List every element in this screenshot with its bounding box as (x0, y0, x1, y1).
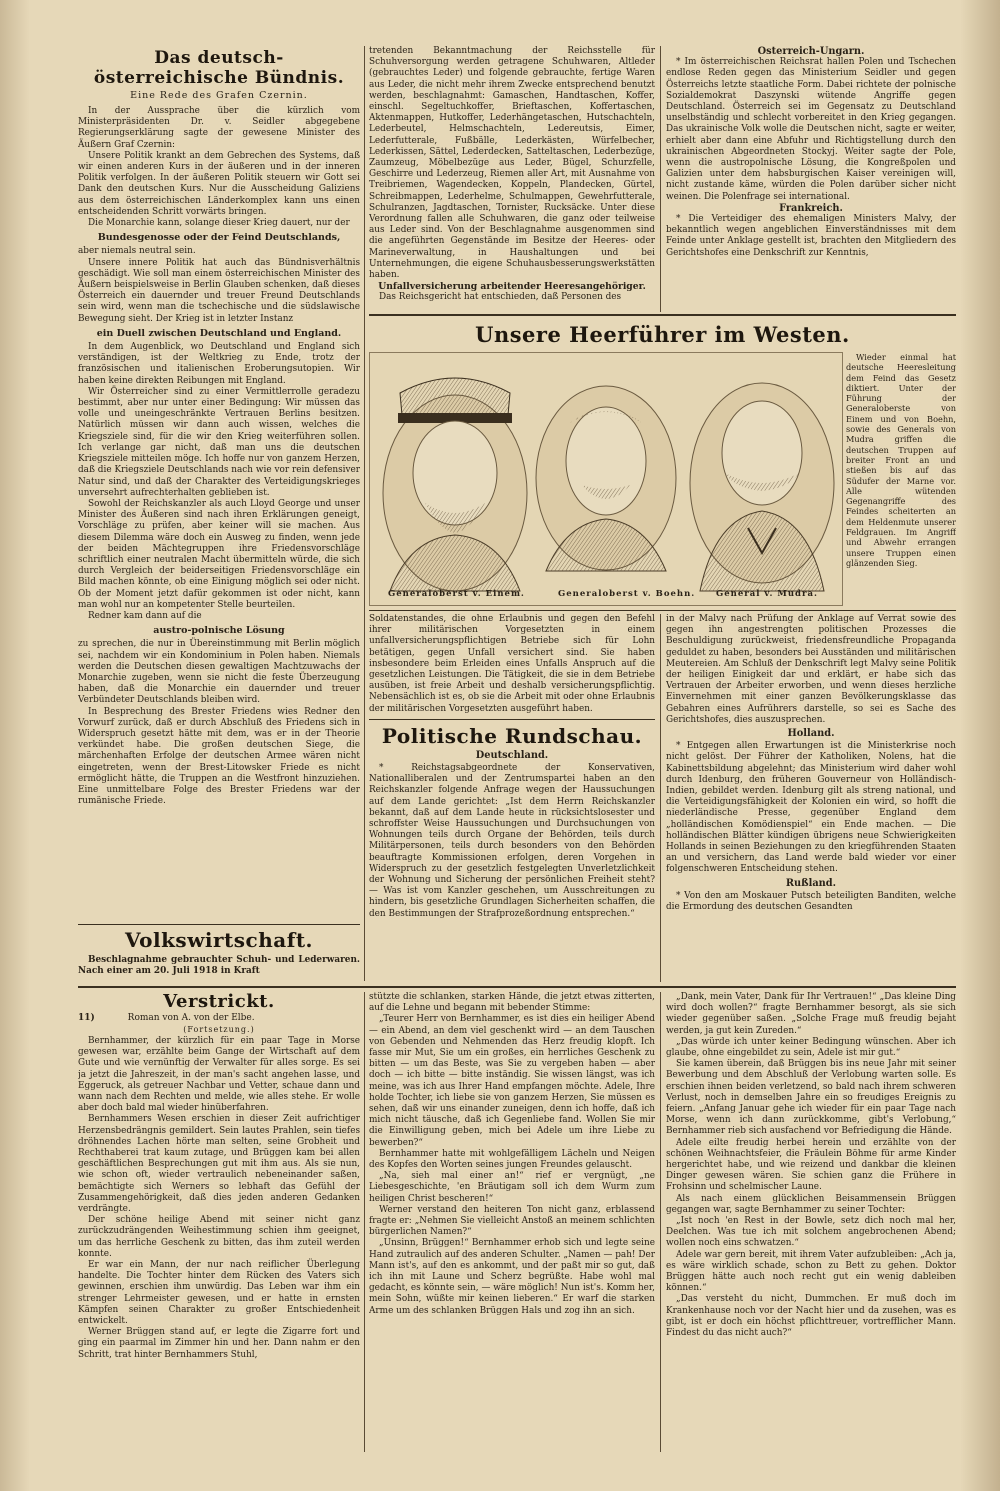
feuilleton-rule (78, 986, 956, 988)
caption-boehn: Generaloberst v. Boehn. (558, 589, 696, 599)
paragraph: Wir Österreicher sind zu einer Vermittlerrolle geradezu bestimmt, aber nur unter einer Bedingung: Wir müssen das volle und uneingeschränkte Vertrauen Berlins besitzen. Natürlich müssen wir dann auch wissen, welches die Kriegsziele sind, für die wir den Krieg weiterführen sollen. Ich verlange gar nicht, daß man uns die deutschen Kriegsziele mitteilen möge. Ich hoffe nur von ganzem Herzen, daß die Kriegsziele Deutschlands nach wie vor rein defensiver Natur sind, und daß der Charakter des Verteidigungskrieges unversehrt aufrechterhalten geblieben ist. (78, 386, 360, 498)
article-unfall-cont (369, 614, 655, 982)
section-title: Volkswirtschaft. (124, 928, 314, 952)
paragraph: In dem Augenblick, wo Deutschland und England sich verständigen, ist der Weltkrieg zu Ende, trotz der französischen und italienischen Eroberungsutopien. Wir haben keine direkten Reibungen mit England. (78, 342, 360, 386)
paragraph: tretenden Bekanntmachung der Reichsstelle für Schuhversorgung werden getragene Schuhwaren, Altleder (gebrauchtes Leder) und folgende gebrauchte, fertige Waren aus Leder, die nicht mehr ihrem Zwecke entsprechend benutzt werden, beschlagnahmt: Gamaschen, Handtaschen, Koffer, einschl. Segeltuchkoffer, Brieftaschen, Koffertaschen, Aktenmappen, Hutkoffer, Lederhängetaschen, Hutschachteln, Lederbeutel, Helmschachteln, Ledereutsis, Eimer, Lederfutterale, Fußbälle, Lederkästen, Würfelbecher, Lederkissen, Sättel, Lederdecken, Satteltaschen, Lederbezüge, Zaumzeug, Möbelbezüge aus Leder, Bügel, Schurzfelle, Geschirre und Lederzeug, Riemen aller Art, mit Ausnahme von Treibriemen, Wagendecken, Koppeln, Plandecken, Gürtel, Schreibmappen, Lederhelme, Schulmappen, Gewehrfutterale, Schulranzen, Jagdtaschen, Tornister, Rucksäcke. Unter diese Verordnung fallen alle Schuhwaren, die ganz oder teilweise aus Leder sind. Von der Beschlagnahme ausgenommen sind die angeführten Gegenstände im Besitze der Heeres- oder Marineverwaltung, in Haushaltungen und bei Unternehmungen, die eigene Schuhausbesserungswerkstätten haben. (369, 46, 655, 281)
paragraph: Beschlagnahme gebrauchter Schuh- und Lederwaren. Nach einer am 20. Juli 1918 in Kraft (78, 955, 360, 977)
rule (369, 719, 655, 720)
subheading: Rußland. (785, 877, 837, 889)
subheading: Bundesgenosse oder der Feind Deutschlands, (97, 232, 341, 244)
column-rule (78, 924, 360, 925)
paragraph: In der Aussprache über die kürzlich vom Ministerpräsidenten Dr. v. Seidler abgegebene Regierungserklärung sagte der gewesene Minister des Äußern Graf Czernin: (78, 106, 360, 150)
paragraph: Das Reichsgericht hat entschieden, daß Personen des (379, 292, 622, 303)
paragraph: in der Malvy nach Prüfung der Anklage auf Verrat sowie des gegen ihn angestrengten politischen Prozesses die Beschuldigung zurückweist, friedensfreundliche Propaganda geduldet zu haben, besonders bei Ausständen und militärischen Meutereien. Am Schluß der Denkschrift legt Malvy seine Politik der heiligen Einigkeit dar und erklärt, er habe sich das Vertrauen der Arbeiter erworben, und wenn dieses herzliche Einvernehmen mit einer ganzen Bevölkerungsklasse das Gebahren eines Aufrührers darstelle, so sei es Sache des Gerichtshofes, dies auszusprechen. (666, 614, 956, 725)
paragraph: Unsere Politik krankt an dem Gebrechen des Systems, daß wir einen anderen Kurs in der äußeren und in der inneren Politik verfolgen. In der äußeren Politik steuern wir Gott sei Dank den deutschen Kurs. Nur die Ausscheidung Galiziens aus dem österreichischen Länderkomplex kann uns einen entscheidenden Schritt vorwärts bringen. (78, 150, 360, 217)
paragraph: Adele eilte freudig herbei herein und erzählte von der schönen Weihnachtsfeier, die Fräulein Böhme für arme Kinder hergerichtet habe, und wie reizend und dankbar die kleinen Dinger gewesen wären. Sie schien ganz die Frühere in Frohsinn und schelmischer Laune. (666, 1137, 956, 1193)
article-oesterreich (666, 46, 956, 308)
portrait-illustration (370, 353, 842, 605)
paragraph: Sowohl der Reichskanzler als auch Lloyd George und unser Minister des Äußeren sind nach ihren Erklärungen geneigt, Vorschläge zu prüfen, aber keiner will sie machen. Aus diesem Dilemma wäre doch ein Ausweg zu finden, wenn jede der beiden Mächtegruppen ihre Friedensvorschläge schriftlich einer neutralen Macht übermitteln würde, die sich durch Vergleich der beiderseitigen Friedensvorschläge ein Bild machen könnte, ob eine Einigung möglich sei oder nicht. Ob der Moment jetzt dafür gekommen ist oder nicht, kann man wohl nur an kompetenter Stelle beurteilen. (78, 498, 360, 610)
section-volkswirtschaft (78, 928, 360, 980)
portrait-boehn (536, 386, 676, 571)
caption-mudra: General v. Mudra. (716, 589, 818, 599)
paragraph: Er war ein Mann, der nur nach reiflicher Überlegung handelte. Die Tochter hinter dem Rücken des Vaters sich gewinnen, erschien ihm unwürdig. Das Leben war ihm ein strenger Lehrmeister gewesen, und er hatte in ernsten Kämpfen seinen Charakter zu großer Entschiedenheit entwickelt. (78, 1260, 360, 1327)
paragraph: „Ist noch 'en Rest in der Bowle, setz dich noch mal her, Deelchen. Was tue ich mit solchem angebrochenen Abend; wollen noch eins schwatzen.“ (666, 1216, 956, 1249)
paragraph: * Im österreichischen Reichsrat hallen Polen und Tschechen endlose Reden gegen das Ministerium Seidler und gegen Österreichs letzte staatliche Form. Dabei richtete der polnische Sozialdemokrat Daszynski wütende Angriffe gegen Deutschland. Österreich sei im Gegensatz zu Deutschland unselbständig und schlecht vorbereitet in den Krieg gegangen. Das ukrainische Volk wolle die Deutschen nicht, sagte er weiter, erhielt aber dann eine Abfuhr und Richtigstellung durch den ukrainischen Abgeordneten Stockyj. Weiter sagte der Pole, wenn die austropolnische Lösung, die Kongreßpolen und Galizien unter dem habsburgischen Kaiser vereinigen will, nicht zustande käme, würden die Polen darüber sicher nicht weinen. Die Polenfrage sei international. (666, 57, 956, 202)
subheading: Österreich-Ungarn. (757, 46, 865, 57)
section-rule (369, 314, 956, 316)
section-rule (369, 610, 956, 611)
subheading: austro-polnische Lösung (153, 625, 285, 637)
paragraph: Adele war gern bereit, mit ihrem Vater aufzubleiben: „Ach ja, es wäre wirklich schade, schon zu Bett zu gehen. Doktor Brüggen hätte auch noch recht gut ein wenig dableiben können.“ (666, 1249, 956, 1294)
paragraph: Die Monarchie kann, solange dieser Krieg dauert, nur der (88, 218, 350, 229)
pictures-side-text (846, 352, 956, 604)
novel-number: 11) (78, 1013, 95, 1023)
caption-einem: Generaloberst v. Einem. (388, 589, 525, 599)
paragraph: Als nach einem glücklichen Beisammensein Brüggen gegangen war, sagte Bernhammer zu seiner Tochter: (666, 1193, 956, 1215)
subheading: ein Duell zwischen Deutschland und England. (96, 327, 342, 339)
portrait-einem (383, 378, 527, 591)
paragraph: aber niemals neutral sein. (78, 246, 196, 257)
article-title: Das deutsch-österreichische Bündnis. (93, 48, 345, 88)
paragraph: * Von den am Moskauer Putsch beteiligten Banditen, welche die Ermordung des deutschen Gesandten (666, 890, 956, 913)
page-fold-shadow-left (0, 0, 30, 1491)
novel-column-3 (666, 992, 956, 1452)
novel-column-2 (369, 992, 655, 1452)
paragraph: Bernhammer hatte mit wohlgefälligem Lächeln und Neigen des Kopfes den Worten seines jungen Freundes gelauscht. (369, 1148, 655, 1171)
paragraph: „Na, sieh mal einer an!“ rief er vergnügt, „ne Liebesgeschichte, 'en Bräutigam soll ich dem Wurm zum heiligen Christ bescheren!“ (369, 1171, 655, 1204)
portrait-mudra (690, 383, 834, 591)
article-buendnis (78, 48, 360, 880)
article-beschlagnahme-cont (369, 46, 655, 308)
paragraph: Wieder einmal hat deutsche Heeresleitung dem Feind das Gesetz diktiert. Unter der Führung der Generaloberste von Einem und von Boehn, sowie des Generals von Mudra griffen die deutschen Truppen auf breiter Front an und stießen bis auf das Südufer der Marne vor. Alle wütenden Gegenangriffe des Feindes scheiterten an dem Heldenmute unserer Feldgrauen. Im Angriff und Abwehr errangen unsere Truppen einen glänzenden Sieg. (846, 352, 956, 568)
paragraph: Soldatenstandes, die ohne Erlaubnis und gegen den Befehl ihrer militärischen Vorgesetzten in einem unfallversicherungspflichtigen Betriebe sich für Lohn betätigen, gegen Unfall versichert sind. Sie haben insbesondere beim Erleiden eines Unfalls Anspruch auf die gesetzlichen Leistungen. Die Tätigkeit, die sie in dem Betriebe ausüben, ist freie Arbeit und deshalb versicherungspflichtig. Nebensächlich ist es, ob sie die Arbeit mit oder ohne Erlaubnis der militärischen Vorgesetzten ausgeführt haben. (369, 614, 655, 714)
paragraph: zu sprechen, die nur in Übereinstimmung mit Berlin möglich sei, nachdem wir ein Kondominium in Polen haben. Niemals werden die Deutschen diesen gewaltigen Machtzuwachs der Monarchie zugeben, wenn sie nicht die feste Überzeugung haben, daß die Monarchie ein dauernder und treuer Verbündeter Deutschlands bleiben wird. (78, 639, 360, 706)
article-politik-cont (666, 614, 956, 982)
paragraph: „Unsinn, Brüggen!“ Bernhammer erhob sich und legte seine Hand zutraulich auf des anderen Schulter. „Namen — pah! Der Mann ist's, auf den es ankommt, und der paßt mir so gut, daß ich ihn mit Laune und Scherz begrüßte. Habe wohl mal gedacht, es könnte sein, — wäre möglich! Nun ist's. Komm her, mein Sohn, wüßte mir keinen lieberen.“ Er warf die starken Arme um des schlanken Brüggen Hals und zog ihn an sich. (369, 1238, 655, 1316)
paragraph: In Besprechung des Brester Friedens wies Redner den Vorwurf zurück, daß er durch Abschluß des Friedens sich in Widerspruch gesetzt hätte mit dem, was er in der Theorie verkündet habe. Die großen deutschen Siege, die märchenhaften Erfolge der deutschen Armee wären nicht eingetreten, wenn der Brest-Litowsker Friede es nicht ermöglicht hätte, die Truppen an die Westfront hinzuziehen. Eine unmittelbare Folge des Brester Friedens war der rumänische Friede. (78, 706, 360, 807)
paragraph: Werner verstand den heiteren Ton nicht ganz, erblassend fragte er: „Nehmen Sie vielleicht Anstoß an meinem schlichten bürgerlichen Namen?“ (369, 1204, 655, 1238)
paragraph: Unsere innere Politik hat auch das Bündnisverhältnis geschädigt. Wie soll man einem österreichischen Minister des Äußern beispielsweise in Berlin Glauben schenken, daß dieses Österreich ein dauernder und treuer Freund Deutschlands sein wird, wenn man die tschechische und die südslawische Bewegung sieht. Der Krieg ist in letzter Instanz (78, 257, 360, 324)
column-divider (660, 614, 661, 982)
paragraph: * Entgegen allen Erwartungen ist die Ministerkrise noch nicht gelöst. Der Führer der Katholiken, Nolens, hat die Kabinettsbildung abgelehnt; das Ministerium wird daher wohl durch Idenburg, den früheren Gouverneur von Holländisch-Indien, gebildet werden. Idenburg gilt als streng national, und die Verteidigungsfähigkeit der Kolonien ein wird, so hofft die niederländische Presse, gegenüber England dem „holländischen Komödienspiel“ ein Ende machen. — Die holländischen Blätter kündigen übrigens neue Schwierigkeiten Hollands in seinen Beziehungen zu den kriegführenden Staaten an und versichern, das Land werde bald wieder vor einer folgenschweren Entscheidung stehen. (666, 741, 956, 875)
pictures-title: Unsere Heerführer im Westen. (475, 322, 850, 347)
page-edge-shadow (960, 0, 1000, 1491)
novel-byline: Roman von A. von der Elbe. (127, 1013, 255, 1023)
novel-title: Verstrickt. (163, 992, 275, 1012)
section-title: Politische Rundschau. (381, 723, 643, 748)
paragraph: Bernhammers Wesen erschien in dieser Zeit aufrichtiger Herzensbedrängnis gemildert. Sein lautes Prahlen, sein tiefes dröhnendes Lachen hörte man selten, seine Grobheit und Rechthaberei trat kaum zutage, und Brüggen kam bei allen geschäftlichen Besprechungen gut mit ihm aus. Als sie nun, wie schon oft, wieder vertraulich nebeneinander saßen, bemächtigte sich Werners so lebhaft das Gefühl der Zusammengehörigkeit, daß dies jeden anderen Gedanken verdrängte. (78, 1114, 360, 1215)
novel-continuation: (Fortsetzung.) (183, 1025, 255, 1034)
portrait-panel (369, 352, 843, 606)
paragraph: Redner kam dann auf die (88, 610, 202, 621)
paragraph: * Reichstagsabgeordnete der Konservativen, Nationalliberalen und der Zentrumspartei haben an den Reichskanzler folgende Anfrage wegen der Haussuchungen auf dem Lande gerichtet: „Ist dem Herrn Reichskanzler bekannt, daß auf dem Lande heute in rücksichtslosester und schroffster Weise Haussuchungen und Durchsuchungen von Wohnungen teils durch Organe der Behörden, teils durch Militärpersonen, teils durch besonders von den Behörden beauftragte Kommissionen erfolgen, deren Vorgehen in Widerspruch zu der gesetzlich festgelegten Unverletzlichkeit der Wohnung und Sicherung der persönlichen Freiheit steht? — Was ist vom Kanzler geschehen, um Ausschreitungen zu hindern, bis gesetzliche Grundlagen Sicherheiten schaffen, die den Bestimmungen der Strafprozeßordnung entsprechen.“ (369, 763, 655, 919)
subheading: Deutschland. (475, 749, 549, 761)
paragraph: Sie kamen überein, daß Brüggen bis ins neue Jahr mit seiner Bewerbung und dem Abschluß der Verlobung warten solle. Es erschien ihnen beiden verletzend, so bald nach ihrem schweren Verlust, noch in demselben Jahre ein so freudiges Ereignis zu feiern. „Anfang Januar gehe ich wieder für ein paar Tage nach Morse, wenn ich dann zurückkomme, gibt's Verlobung,“ Bernhammer rieb sich ausfachend vor Befriedigung die Hände. (666, 1059, 956, 1137)
novel-column-1 (78, 992, 360, 1452)
paragraph: „Das würde ich unter keiner Bedingung wünschen. Aber ich glaube, ohne eingebildet zu sein, Adele ist mir gut.“ (666, 1036, 956, 1059)
paragraph: Werner Brüggen stand auf, er legte die Zigarre fort und ging ein paarmal im Zimmer hin und her. Dann nahm er den Schritt, trat hinter Bernhammers Stuhl, (78, 1327, 360, 1360)
subheading: Unfallversicherung arbeitender Heeresangehöriger. (378, 281, 646, 293)
paragraph: stützte die schlanken, starken Hände, die jetzt etwas zitterten, auf die Lehne und begann mit bebender Stimme: (369, 992, 655, 1014)
paragraph: „Das versteht du nicht, Dummchen. Er muß doch im Krankenhause noch vor der Nacht hier und da zusehen, was es gibt, ist er doch ein höchst pflichttreuer, vortrefflicher Mann. Findest du das nicht auch?“ (666, 1294, 956, 1339)
subheading: Frankreich. (779, 202, 843, 214)
article-subtitle: Eine Rede des Grafen Czernin. (130, 90, 308, 101)
column-divider (660, 46, 661, 312)
paragraph: „Teurer Herr von Bernhammer, es ist dies ein heiliger Abend — ein Abend, an dem viel geschenkt wird — an dem Tauschen von Gebenden und Nehmenden das Herz freudig klopft. Ich fasse mir Mut, Sie um ein großes, ein herrliches Geschenk zu bitten — um das Beste, was Sie zu vergeben haben — aber doch — ich bitte — bitte inständig. Sie wissen längst, was ich meine, was ich aus Ihrer Hand empfangen möchte. Adele, Ihre holde Tochter, ich liebe sie von ganzem Herzen, Sie müssen es sehen, daß wir uns einander zuneigen, denn ich hoffe, daß ich mich nicht täusche, daß ich Gegenliebe fand. Wollen Sie mir die Einwilligung geben, mich bei Adele um ihre Liebe zu bewerben?“ (369, 1014, 655, 1148)
subheading: Holland. (787, 728, 835, 740)
column-divider (364, 992, 365, 1452)
column-divider (364, 46, 365, 981)
paragraph: Der schöne heilige Abend mit seiner nicht ganz zurückzudrängenden Weihestimmung schien ihm geeignet, um das herrliche Geschenk zu bitten, das ihm zuteil werden konnte. (78, 1215, 360, 1259)
column-divider (660, 992, 661, 1452)
paragraph: „Dank, mein Vater, Dank für Ihr Vertrauen!“ „Das kleine Ding wird doch wollen?“ fragte Bernhammer besorgt, als sie sich wieder gegenüber saßen. „Solche Frage muß freudig bejaht werden, ja gut kein Zureden.“ (666, 992, 956, 1036)
paragraph: Bernhammer, der kürzlich für ein paar Tage in Morse gewesen war, erzählte beim Gange der Wirtschaft auf dem Gute und wie vernünftig der Verwalter für alles sorge. Es sei ja jetzt die Jahreszeit, in der man's sacht angehen lasse, und Eggeruck, als getreuer Nachbar und Vetter, schaue dann und wann nach dem Rechten und melde, wie alles stehe. Er wolle aber doch bald mal wieder hinüberfahren. (78, 1036, 360, 1114)
paragraph: * Die Verteidiger des ehemaligen Ministers Malvy, der bekanntlich wegen angeblichen Einverständnisses mit dem Feinde unter Anklage gestellt ist, brachten den Mitgliedern des Gerichtshofes eine Denkschrift zur Kenntnis, (666, 214, 956, 258)
novel-byline-row (78, 1012, 360, 1024)
